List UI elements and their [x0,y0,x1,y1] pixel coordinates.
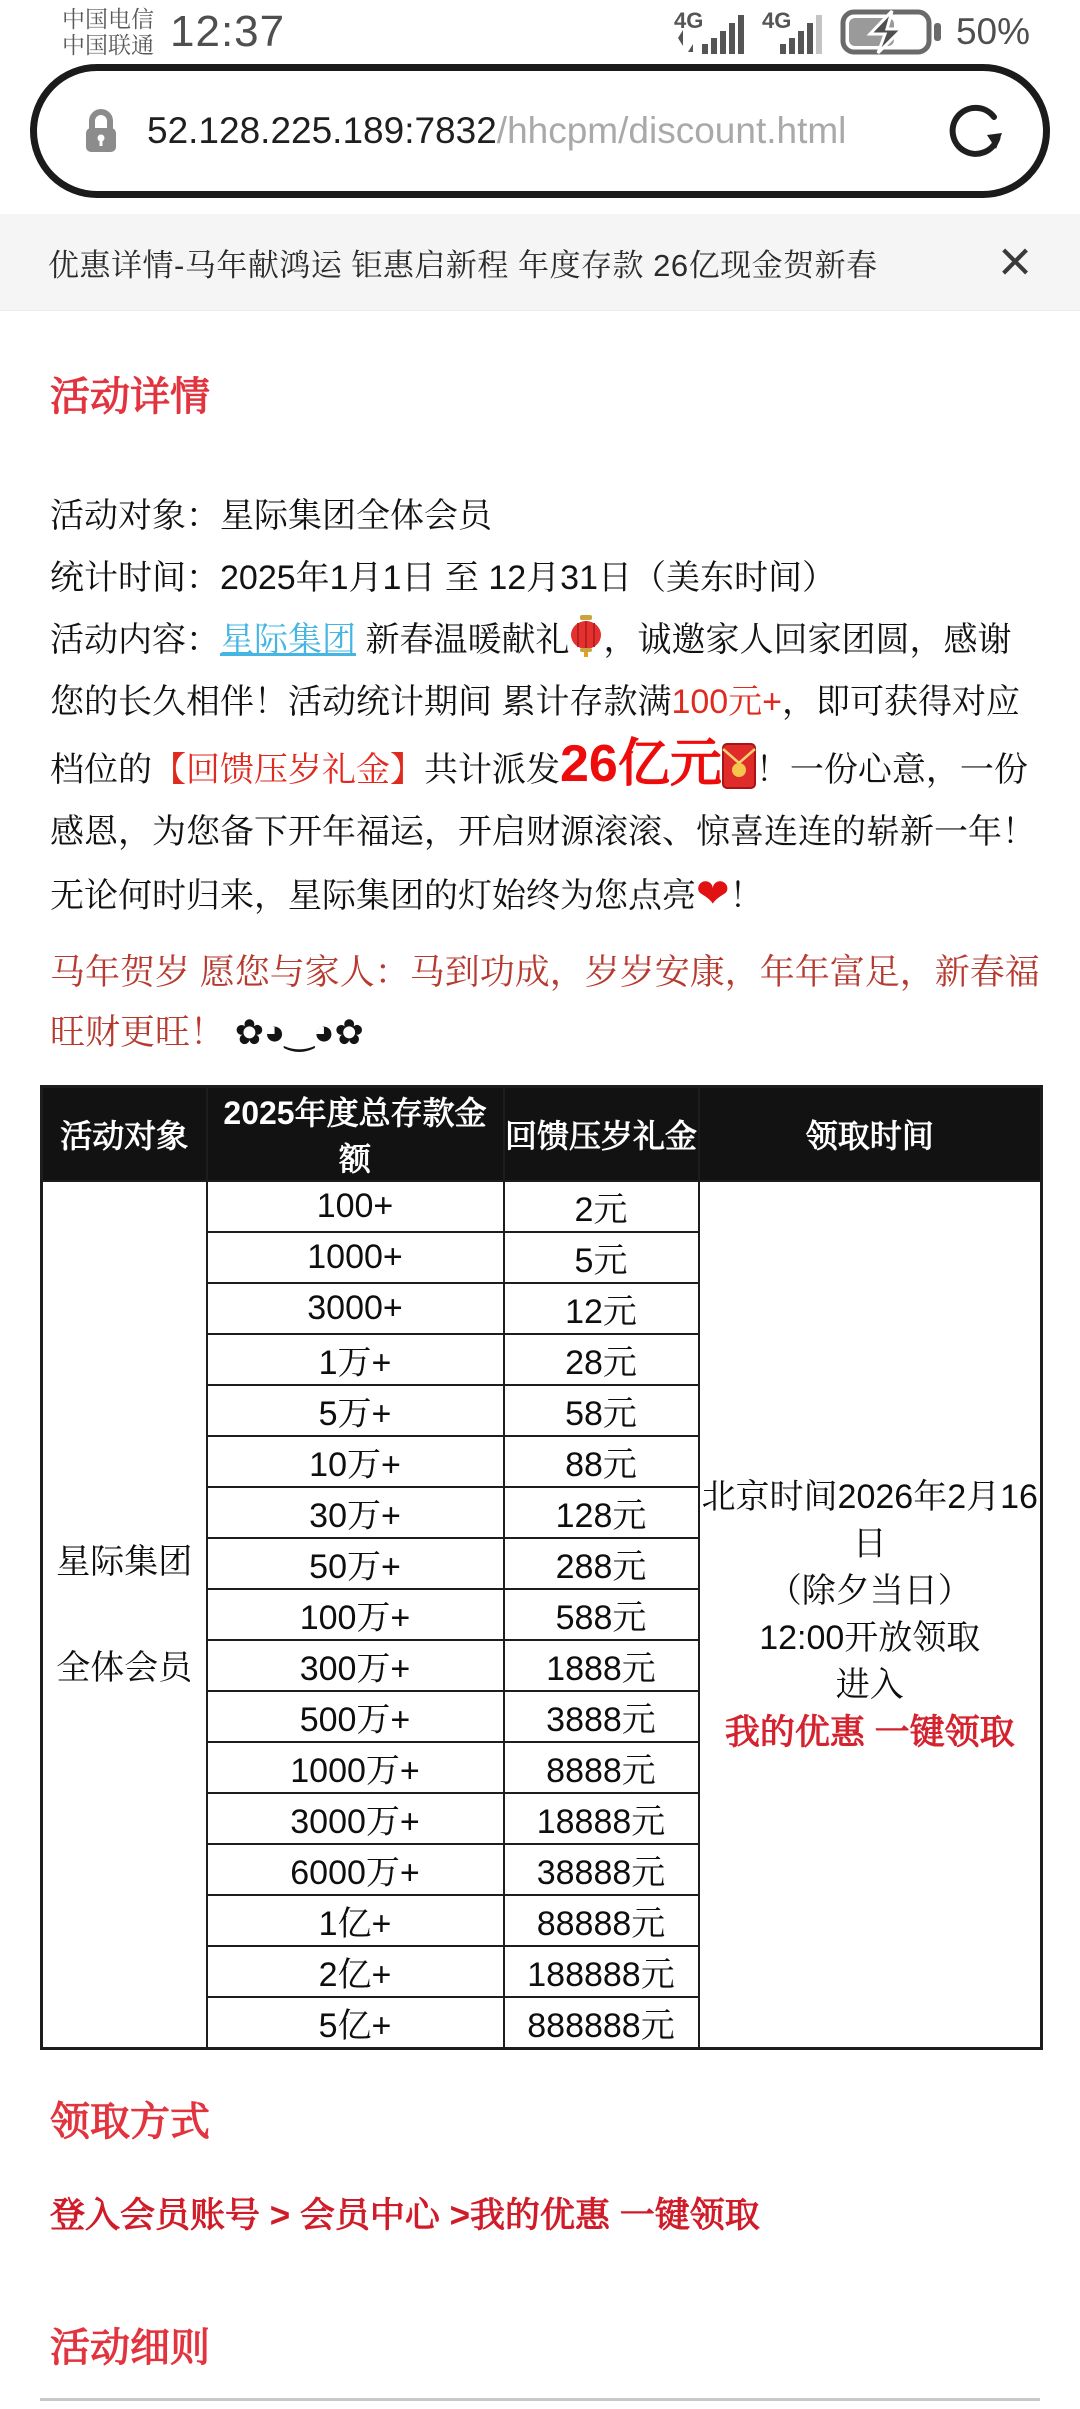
gift-cell: 128元 [504,1487,699,1538]
refresh-icon[interactable] [947,100,1009,162]
deposit-cell: 100+ [207,1181,504,1232]
flower-face-emoticon: ✿◕‿◕✿ [234,1013,364,1052]
deposit-cell: 3000万+ [207,1793,504,1844]
status-bar [0,0,1080,58]
cellular-signal-icon [674,8,750,56]
deposit-cell: 50万+ [207,1538,504,1589]
content-text: ！ [729,877,764,915]
rules-heading: 活动细则 [50,2326,210,2370]
page-bottom-divider [40,2398,1040,2409]
content-text: ！一份心意，一份感恩，为您备下开年福运，开启财源滚滚、惊喜连连的崭新一年！无论何时归来，星际集团的灯始终为您点亮 [50,751,1036,915]
deposit-cell: 300万+ [207,1640,504,1691]
gift-cell: 28元 [504,1334,699,1385]
gift-cell: 12元 [504,1283,699,1334]
content-text: 共计派发 [424,751,560,789]
url-path: /hhcpm/discount.html [496,110,847,151]
gift-cell: 38888元 [504,1844,699,1895]
brand-link[interactable]: 星际集团 [220,621,356,659]
gift-cell: 1888元 [504,1640,699,1691]
details-heading: 活动详情 [50,375,210,419]
claim-line: 进入 [835,1665,904,1704]
deposit-cell: 3000+ [207,1283,504,1334]
svg-text:4G: 4G [761,8,792,33]
url-host: 52.128.225.189:7832 [147,110,497,151]
deposit-cell: 10万+ [207,1436,504,1487]
carrier-1: 中国电信 [62,6,154,32]
deposit-cell: 1000+ [207,1232,504,1283]
gift-cell: 58元 [504,1385,699,1436]
gift-cell: 5元 [504,1232,699,1283]
gift-cell: 3888元 [504,1691,699,1742]
member-line: 星际集团 [56,1542,193,1581]
gift-cell: 88888元 [504,1895,699,1946]
gift-cell: 88元 [504,1436,699,1487]
header-gift: 回馈压岁礼金 [504,1087,699,1182]
deposit-cell: 100万+ [207,1589,504,1640]
gift-cell: 588元 [504,1589,699,1640]
highlight-amount: 100元+ [671,683,783,721]
lock-icon [81,106,121,156]
deposit-cell: 2亿+ [207,1946,504,1997]
deposit-cell: 1万+ [207,1334,504,1385]
table-row [42,1181,1042,1232]
deposit-cell: 1亿+ [207,1895,504,1946]
member-cell [42,1181,207,2049]
header-audience: 活动对象 [42,1087,207,1182]
claim-line: 12:00开放领取 [759,1618,981,1657]
highlight-gift: 【回馈压岁礼金】 [152,751,424,789]
gift-cell: 188888元 [504,1946,699,1997]
claim-time-cell [699,1181,1042,2049]
gift-cell: 888888元 [504,1997,699,2049]
header-claim-time: 领取时间 [699,1087,1042,1182]
deposit-cell: 30万+ [207,1487,504,1538]
carrier-names [62,6,154,58]
tier-table [40,1085,1043,2050]
promo-content [0,373,1080,2409]
gift-cell: 288元 [504,1538,699,1589]
deposit-cell: 500万+ [207,1691,504,1742]
claim-method-heading: 领取方式 [50,2100,210,2144]
period-line: 统计时间：2025年1月1日 至 12月31日（美东时间） [50,559,836,597]
page-title-bar [0,214,1080,311]
gift-cell: 8888元 [504,1742,699,1793]
claim-line: （除夕当日） [767,1571,972,1610]
deposit-cell: 5万+ [207,1385,504,1436]
claim-line: 北京时间2026年2月16日 [701,1477,1038,1563]
header-deposit: 2025年度总存款金额 [207,1087,504,1182]
url-bar[interactable] [30,64,1050,198]
content-text: ，诚邀家人回家团圆，感谢您的长久相伴！活动统计期间 累计存款满 [50,621,1012,721]
red-envelope-emoji-icon [722,751,756,789]
content-label: 活动内容： [50,621,220,659]
claim-path-text: 登入会员账号 > 会员中心 >我的优惠 一键领取 [50,2196,760,2235]
deposit-cell: 6000万+ [207,1844,504,1895]
address-url[interactable] [147,110,846,152]
claim-action-link[interactable]: 我的优惠 一键领取 [724,1712,1015,1752]
audience-line: 活动对象：星际集团全体会员 [50,497,492,535]
page-title: 优惠详情-马年献鸿运 钜惠启新程 年度存款 26亿现金贺新春 [48,247,878,283]
svg-text:4G: 4G [673,8,704,33]
gift-cell: 2元 [504,1181,699,1232]
member-line: 全体会员 [56,1648,193,1687]
lantern-emoji-icon [569,621,603,659]
big-amount: 26亿元 [560,735,722,793]
blessing-paragraph [50,943,1040,1063]
close-icon[interactable]: × [998,229,1032,294]
table-header-row [42,1087,1042,1182]
content-text: 新春温暖献礼 [356,621,570,659]
blessing-text: 马年贺岁 愿您与家人：马到功成，岁岁安康，年年富足，新春福旺财更旺！ [50,953,1040,1052]
status-time: 12:37 [170,7,286,56]
deposit-cell: 1000万+ [207,1742,504,1793]
battery-charging-icon [840,7,944,57]
content-paragraph [50,609,1040,927]
battery-percentage: 50% [955,11,1030,52]
content-text: ，即可获得对应档位的 [50,683,1021,789]
cellular-signal-icon [762,8,828,56]
deposit-cell: 5亿+ [207,1997,504,2049]
heart-emoji-icon: ❤ [696,872,730,916]
activity-info [50,485,1040,927]
gift-cell: 18888元 [504,1793,699,1844]
tier-table-body [42,1181,1042,2049]
carrier-2: 中国联通 [62,32,154,58]
